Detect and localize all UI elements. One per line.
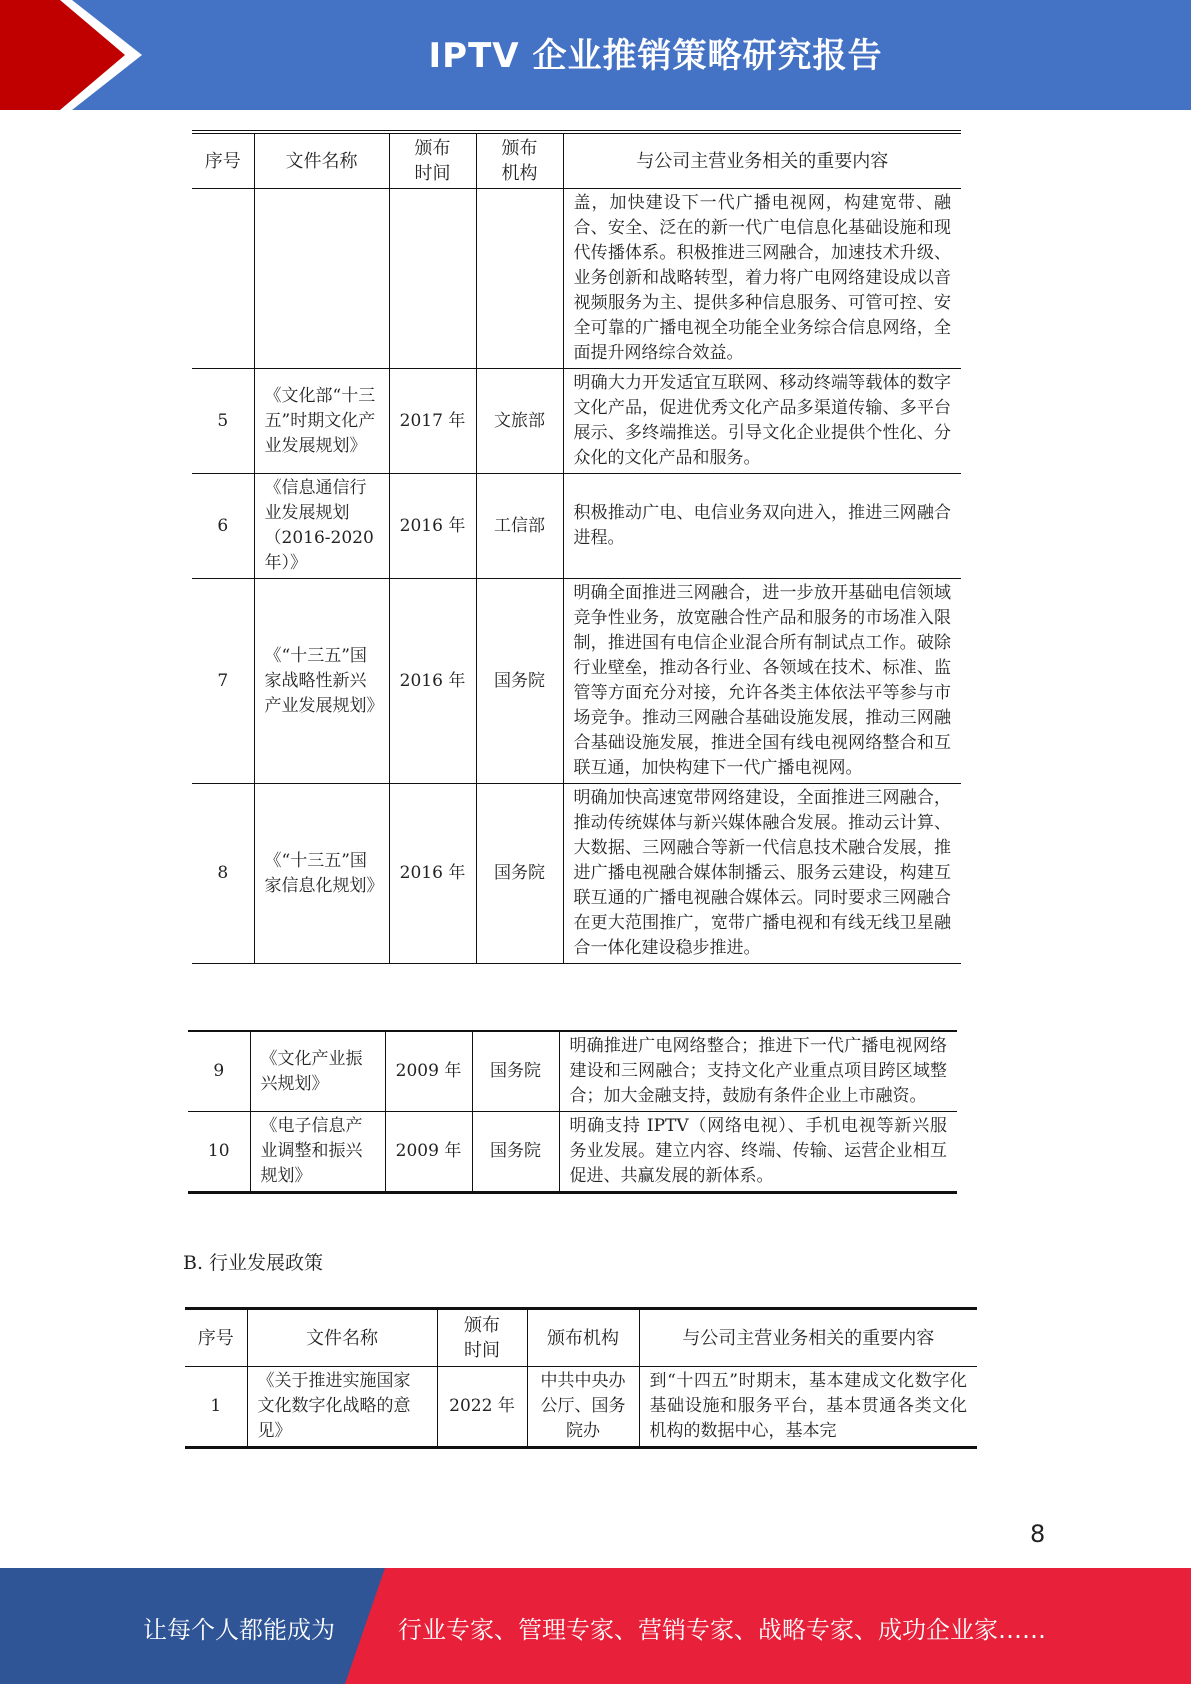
table-row [185,1367,977,1448]
cell-content: 明确全面推进三网融合，进一步放开基础电信领域竞争性业务，放宽融合性产品和服务的市场准入限制，推进国有电信企业混合所有制试点工作。破除行业壁垒，推动各行业、各领域在技术、标准、监管等方面充分对接，允许各类主体依法平等参与市场竞争。推动三网融合基础设施发展，推动三网融合基础设施发展，推进全国有线电视网络整合和互联互通，加快构建下一代广播电视网。 [563,579,961,784]
cell-content: 明确支持 IPTV（网络电视）、手机电视等新兴服务业发展。建立内容、终端、传输、运营企业相互促进、共赢发展的新体系。 [559,1112,957,1193]
cell-time: 2016 年 [389,784,476,964]
cell-time: 2009 年 [385,1031,472,1112]
col-header-time: 颁布时间 [389,132,476,189]
cell-time: 2009 年 [385,1112,472,1193]
cell-name [254,189,389,369]
page-number: 8 [1030,1520,1046,1548]
policy-table-continued-2 [188,1030,957,1194]
page-footer [0,1568,1191,1684]
table-row [192,579,961,784]
cell-name: 《“十三五”国家战略性新兴产业发展规划》 [254,579,389,784]
col-header-no: 序号 [185,1309,247,1367]
page-header [0,0,1191,110]
cell-content: 明确推进广电网络整合；推进下一代广播电视网络建设和三网融合；支持文化产业重点项目跨区域整合；加大金融支持，鼓励有条件企业上市融资。 [559,1031,957,1112]
cell-org: 中共中央办公厅、国务院办 [527,1367,639,1448]
cell-name: 《电子信息产业调整和振兴规划》 [250,1112,385,1193]
footer-slogan-right: 行业专家、管理专家、营销专家、战略专家、成功企业家…… [398,1616,1046,1644]
table-row [188,1112,957,1193]
col-header-name: 文件名称 [247,1309,437,1367]
table-header-row [185,1309,977,1367]
cell-time: 2016 年 [389,474,476,579]
cell-org: 国务院 [472,1031,559,1112]
cell-no: 6 [192,474,254,579]
table-row [192,474,961,579]
col-header-content: 与公司主营业务相关的重要内容 [563,132,961,189]
cell-no [192,189,254,369]
cell-content: 明确加快高速宽带网络建设，全面推进三网融合，推动传统媒体与新兴媒体融合发展。推动云计算、大数据、三网融合等新一代信息技术融合发展，推进广播电视融合媒体制播云、服务云建设，构建互联互通的广播电视融合媒体云。同时要求三网融合在更大范围推广，宽带广播电视和有线无线卫星融合一体化建设稳步推进。 [563,784,961,964]
cell-content: 到“十四五”时期末，基本建成文化数字化基础设施和服务平台，基本贯通各类文化机构的数据中心，基本完 [639,1367,977,1448]
cell-name: 《文化部“十三五”时期文化产业发展规划》 [254,369,389,474]
cell-no: 5 [192,369,254,474]
table-header-row [192,132,961,189]
footer-slogan-left: 让每个人都能成为 [143,1616,335,1644]
col-header-name: 文件名称 [254,132,389,189]
cell-name: 《关于推进实施国家文化数字化战略的意见》 [247,1367,437,1448]
cell-time: 2017 年 [389,369,476,474]
cell-no: 9 [188,1031,250,1112]
table-row [192,369,961,474]
cell-time: 2016 年 [389,579,476,784]
report-title: IPTV 企业推销策略研究报告 [428,36,883,76]
col-header-content: 与公司主营业务相关的重要内容 [639,1309,977,1367]
cell-name: 《“十三五”国家信息化规划》 [254,784,389,964]
cell-org: 国务院 [476,784,563,964]
cell-name: 《信息通信行业发展规划（2016-2020年）》 [254,474,389,579]
table-row [192,189,961,369]
table-row [188,1031,957,1112]
industry-policy-table [185,1307,977,1449]
cell-content: 明确大力开发适宜互联网、移动终端等载体的数字文化产品，促进优秀文化产品多渠道传输、多平台展示、多终端推送。引导文化企业提供个性化、分众化的文化产品和服务。 [563,369,961,474]
cell-org: 工信部 [476,474,563,579]
table-row [192,784,961,964]
cell-org: 国务院 [472,1112,559,1193]
policy-table-continued [192,130,961,964]
cell-org: 文旅部 [476,369,563,474]
cell-no: 1 [185,1367,247,1448]
col-header-org: 颁布机构 [476,132,563,189]
cell-content: 盖，加快建设下一代广播电视网，构建宽带、融合、安全、泛在的新一代广电信息化基础设施和现代传播体系。积极推进三网融合，加速技术升级、业务创新和战略转型，着力将广电网络建设成以音视频服务为主、提供多种信息服务、可管可控、安全可靠的广播电视全功能全业务综合信息网络，全面提升网络综合效益。 [563,189,961,369]
cell-org [476,189,563,369]
col-header-time: 颁布时间 [437,1309,527,1367]
cell-name: 《文化产业振兴规划》 [250,1031,385,1112]
cell-org: 国务院 [476,579,563,784]
cell-no: 8 [192,784,254,964]
cell-no: 10 [188,1112,250,1193]
section-b-heading: B. 行业发展政策 [183,1252,324,1274]
cell-time: 2022 年 [437,1367,527,1448]
col-header-no: 序号 [192,132,254,189]
col-header-org: 颁布机构 [527,1309,639,1367]
cell-time [389,189,476,369]
cell-content: 积极推动广电、电信业务双向进入，推进三网融合进程。 [563,474,961,579]
cell-no: 7 [192,579,254,784]
